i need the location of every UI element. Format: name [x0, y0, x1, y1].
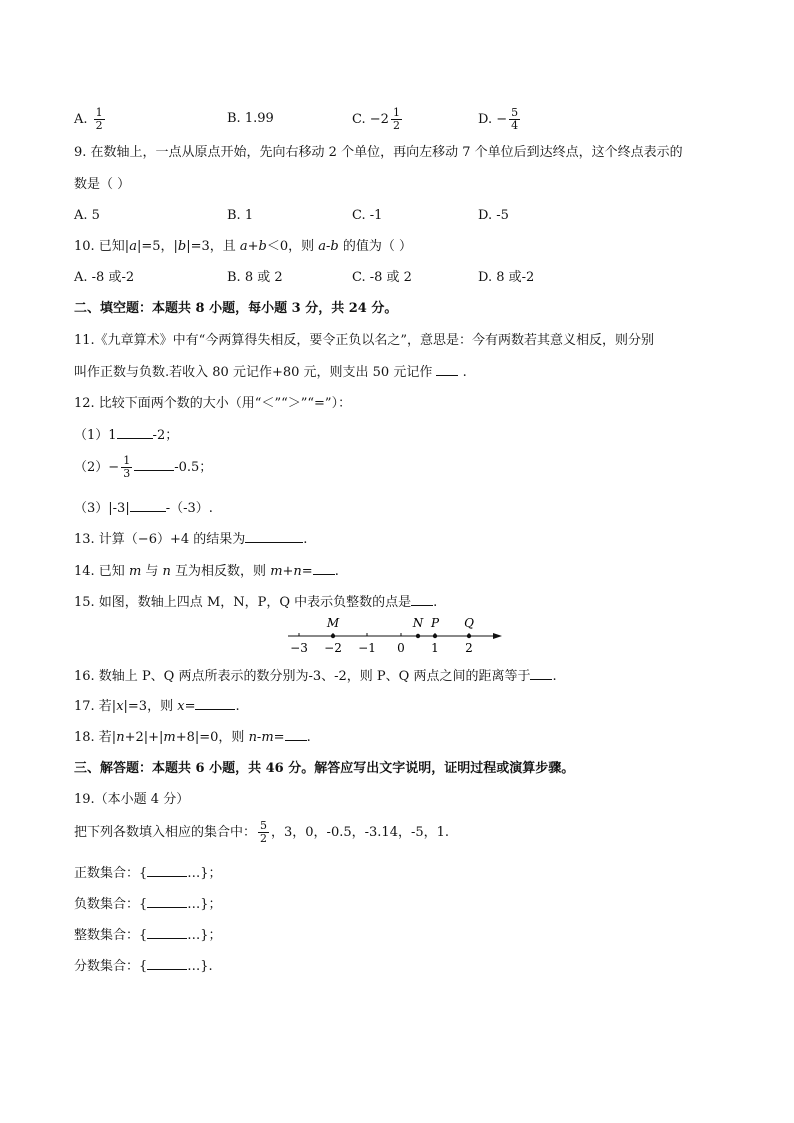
number-line-point-label: N	[412, 616, 424, 630]
fraction: $\frac{5}{2}$	[260, 819, 268, 845]
fraction: $\frac{1}{3}$	[123, 454, 131, 480]
q18: 18. 若|n+2|+|m+8|=0，则 n-m= .	[74, 730, 311, 745]
q8-option-c: C. −2 $\frac{1}{2}$	[352, 106, 400, 132]
q10-option-d: D. 8 或-2	[478, 270, 535, 285]
q12-part3: （3）|-3| -（-3）.	[74, 501, 213, 516]
number-line-point-label: M	[326, 616, 340, 630]
q8-option-a: A. $\frac{1}{2}$	[74, 106, 103, 132]
q12-part2: （2）− $\frac{1}{3}$ -0.5；	[74, 454, 213, 480]
q10-option-a: A. -8 或-2	[74, 270, 135, 285]
number-line-point	[467, 634, 471, 638]
answer-blank[interactable]	[245, 530, 303, 543]
q10-stem: 10. 已知|a|=5，|b|=3，且 a+b＜0，则 a-b 的值为（ ）	[74, 239, 413, 254]
answer-blank[interactable]	[147, 957, 187, 970]
q19-set-positive: 正数集合：{ …}；	[74, 866, 222, 881]
q9-option-c: C. -1	[352, 208, 383, 223]
number-line-point-label: Q	[464, 616, 474, 630]
answer-blank[interactable]	[117, 426, 153, 439]
number-line-tick-label: −2	[324, 641, 342, 655]
answer-blank[interactable]	[130, 499, 166, 512]
q19-title: 19.（本小题 4 分）	[74, 792, 190, 807]
q10-option-c: C. -8 或 2	[352, 270, 412, 285]
fraction: $\frac{1}{2}$	[95, 106, 103, 132]
q14: 14. 已知 m 与 n 互为相反数，则 m+n= .	[74, 564, 339, 579]
q16: 16. 数轴上 P、Q 两点所表示的数分别为-3、-2，则 P、Q 两点之间的距离等于 .	[74, 669, 557, 684]
q19-set-fraction: 分数集合：{ …}.	[74, 959, 213, 974]
q17: 17. 若|x|=3，则 x= .	[74, 699, 240, 714]
q12-part1: （1）1 -2；	[74, 428, 179, 443]
q9-option-a: A. 5	[74, 208, 100, 223]
section-3-heading: 三、解答题：本题共 6 小题，共 46 分。解答应写出文字说明，证明过程或演算步骤。	[74, 761, 575, 776]
q12-title: 12. 比较下面两个数的大小（用“＜”“＞”“=”）：	[74, 396, 352, 411]
answer-blank[interactable]	[134, 458, 174, 471]
answer-blank[interactable]	[436, 363, 458, 376]
q13: 13. 计算（−6）+4 的结果为 .	[74, 532, 308, 547]
q19-instruction: 把下列各数填入相应的集合中： $\frac{5}{2}$ ，3，0，-0.5，-3.14，-5，1.	[74, 819, 450, 845]
q15: 15. 如图，数轴上四点 M，N，P，Q 中表示负整数的点是 .	[74, 595, 438, 610]
answer-blank[interactable]	[195, 697, 235, 710]
number-line-point	[331, 634, 335, 638]
number-line-point-label: P	[430, 616, 440, 630]
number-line-arrow	[493, 633, 502, 639]
q11-line2: 叫作正数与负数.若收入 80 元记作+80 元，则支出 50 元记作 .	[74, 365, 467, 380]
q11-line1: 11.《九章算术》中有“今两算得失相反，要令正负以名之”，意思是：今有两数若其意义相反，则分别	[74, 333, 654, 348]
q9-line1: 9. 在数轴上，一点从原点开始，先向右移动 2 个单位，再向左移动 7 个单位后到达终点，这个终点表示的	[74, 145, 683, 160]
number-line-tick-label: 2	[465, 641, 473, 655]
number-line-tick-label: 1	[431, 641, 439, 655]
q9-line2: 数是（ ）	[74, 177, 131, 192]
answer-blank[interactable]	[285, 728, 307, 741]
q9-option-d: D. -5	[478, 208, 509, 223]
section-2-heading: 二、填空题：本题共 8 小题，每小题 3 分，共 24 分。	[74, 301, 398, 316]
answer-blank[interactable]	[147, 895, 187, 908]
number-line-tick-label: −1	[358, 641, 376, 655]
answer-blank[interactable]	[147, 864, 187, 877]
q8-option-d: D. − $\frac{5}{4}$	[478, 106, 519, 132]
q9-option-b: B. 1	[227, 208, 254, 223]
number-line-figure	[280, 612, 510, 656]
q10-option-b: B. 8 或 2	[227, 270, 283, 285]
q19-set-negative: 负数集合：{ …}；	[74, 897, 222, 912]
fraction: $\frac{5}{4}$	[511, 106, 519, 132]
answer-blank[interactable]	[313, 562, 335, 575]
q8-option-b: B. 1.99	[227, 111, 274, 126]
number-line-tick-label: 0	[397, 641, 405, 655]
fraction: $\frac{1}{2}$	[392, 106, 400, 132]
answer-blank[interactable]	[411, 593, 433, 606]
number-line-point	[433, 634, 437, 638]
answer-blank[interactable]	[530, 667, 552, 680]
number-line-point	[416, 634, 420, 638]
q19-set-integer: 整数集合：{ …}；	[74, 928, 222, 943]
number-line-tick-label: −3	[290, 641, 308, 655]
answer-blank[interactable]	[147, 926, 187, 939]
